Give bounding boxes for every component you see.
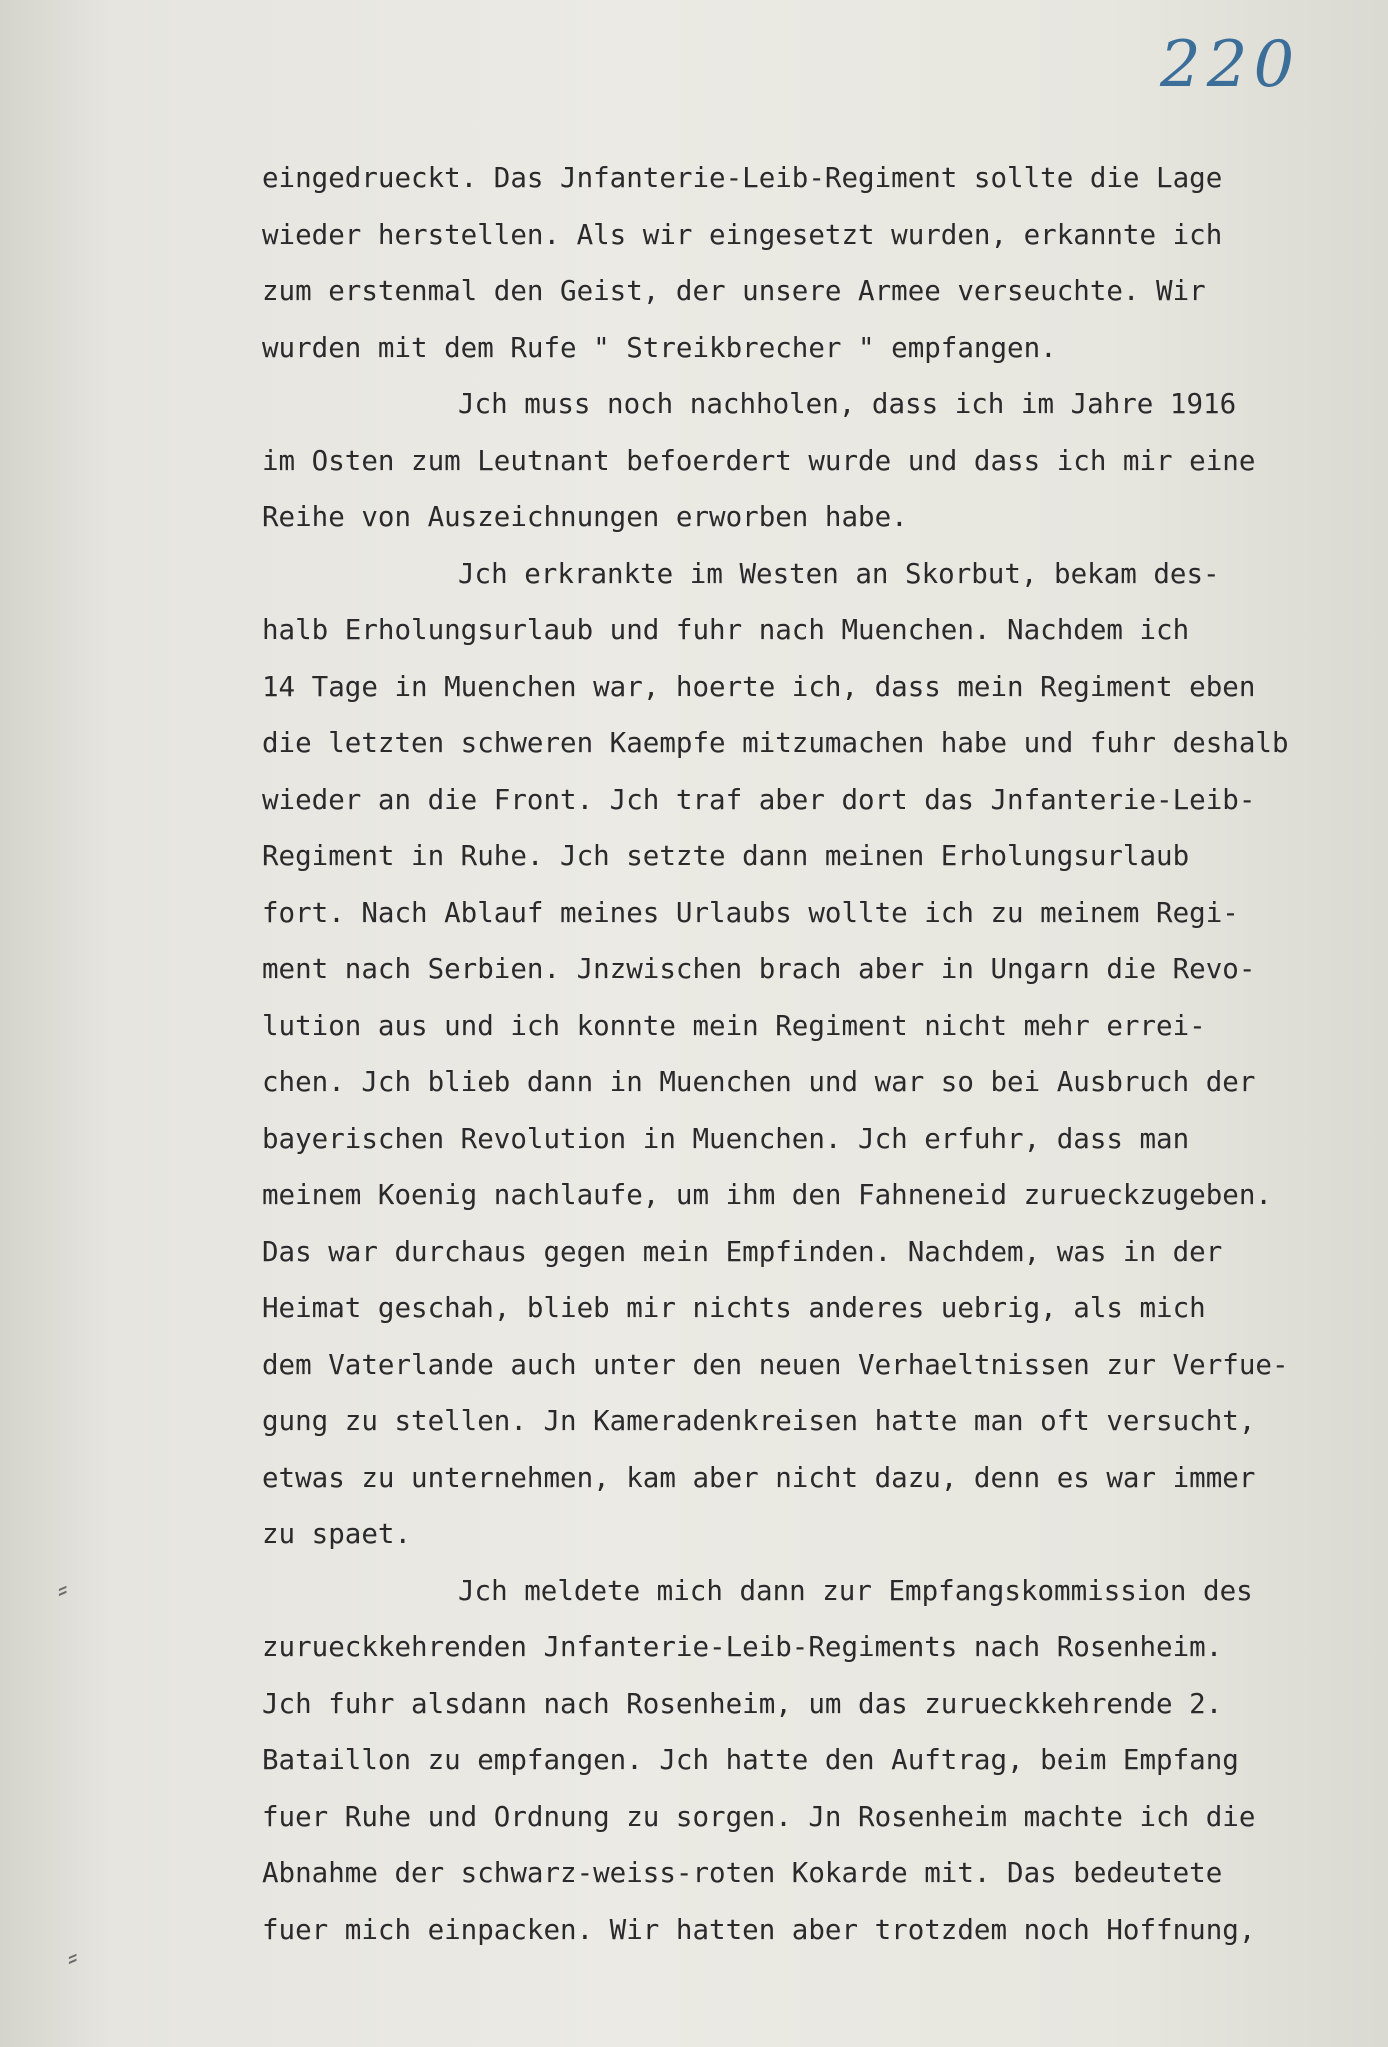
text-line: zu spaet. — [262, 1518, 412, 1550]
text-line: halb Erholungsurlaub und fuhr nach Muenchen. Nachdem ich — [262, 614, 1190, 646]
margin-mark: ⸗ — [68, 1940, 78, 1973]
text-line: Bataillon zu empfangen. Jch hatte den Auftrag, beim Empfang — [262, 1744, 1239, 1776]
text-line: gung zu stellen. Jn Kameradenkreisen hatte man oft versucht, — [262, 1405, 1256, 1437]
text-line: fuer Ruhe und Ordnung zu sorgen. Jn Rosenheim machte ich die — [262, 1800, 1256, 1833]
text-line: wurden mit dem Rufe " Streikbrecher " empfangen. — [262, 331, 1057, 364]
text-line: wieder herstellen. Als wir eingesetzt wurden, erkannte ich — [262, 218, 1223, 251]
text-line: dem Vaterlande auch unter den neuen Verhaeltnissen zur Verfue- — [262, 1348, 1289, 1381]
text-line: Regiment in Ruhe. Jch setzte dann meinen Erholungsurlaub — [262, 840, 1190, 872]
text-line: chen. Jch blieb dann in Muenchen und war so bei Ausbruch der — [262, 1066, 1256, 1098]
text-line: Jch muss noch nachholen, dass ich im Jahre 1916 — [458, 388, 1237, 420]
handwritten-page-number: 220 — [1160, 28, 1301, 102]
text-line: Das war durchaus gegen mein Empfinden. Nachdem, was in der — [262, 1235, 1223, 1268]
text-line: eingedrueckt. Das Jnfanterie-Leib-Regiment sollte die Lage — [262, 162, 1223, 194]
text-line: Jch erkrankte im Westen an Skorbut, bekam des- — [458, 557, 1220, 590]
text-line: 14 Tage in Muenchen war, hoerte ich, dass mein Regiment eben — [262, 670, 1256, 703]
text-line: Jch meldete mich dann zur Empfangskommission des — [458, 1574, 1253, 1607]
text-line: etwas zu unternehmen, kam aber nicht dazu, denn es war immer — [262, 1461, 1256, 1494]
text-line: zurueckkehrenden Jnfanterie-Leib-Regiments nach Rosenheim. — [262, 1631, 1223, 1663]
text-line: lution aus und ich konnte mein Regiment nicht mehr errei- — [262, 1009, 1206, 1042]
text-line: bayerischen Revolution in Muenchen. Jch erfuhr, dass man — [262, 1122, 1190, 1155]
text-line: Abnahme der schwarz-weiss-roten Kokarde mit. Das bedeutete — [262, 1857, 1223, 1889]
margin-mark: ⸗ — [58, 1572, 68, 1605]
text-line: Reihe von Auszeichnungen erworben habe. — [262, 501, 908, 533]
text-line: Heimat geschah, blieb mir nichts anderes uebrig, als mich — [262, 1292, 1206, 1324]
text-line: die letzten schweren Kaempfe mitzumachen habe und fuhr deshalb — [262, 727, 1289, 759]
text-line: fuer mich einpacken. Wir hatten aber trotzdem noch Hoffnung, — [262, 1913, 1256, 1946]
text-line: zum erstenmal den Geist, der unsere Armee verseuchte. Wir — [262, 275, 1206, 307]
text-line: meinem Koenig nachlaufe, um ihm den Fahneneid zurueckzugeben. — [262, 1179, 1272, 1211]
text-line: fort. Nach Ablauf meines Urlaubs wollte ich zu meinem Regi- — [262, 896, 1239, 929]
text-line: im Osten zum Leutnant befoerdert wurde und dass ich mir eine — [262, 444, 1256, 477]
text-line: Jch fuhr alsdann nach Rosenheim, um das zurueckkehrende 2. — [262, 1687, 1223, 1720]
text-line: ment nach Serbien. Jnzwischen brach aber in Ungarn die Revo- — [262, 953, 1256, 985]
text-line: wieder an die Front. Jch traf aber dort das Jnfanterie-Leib- — [262, 783, 1256, 816]
typewritten-text-body — [262, 150, 1352, 1958]
